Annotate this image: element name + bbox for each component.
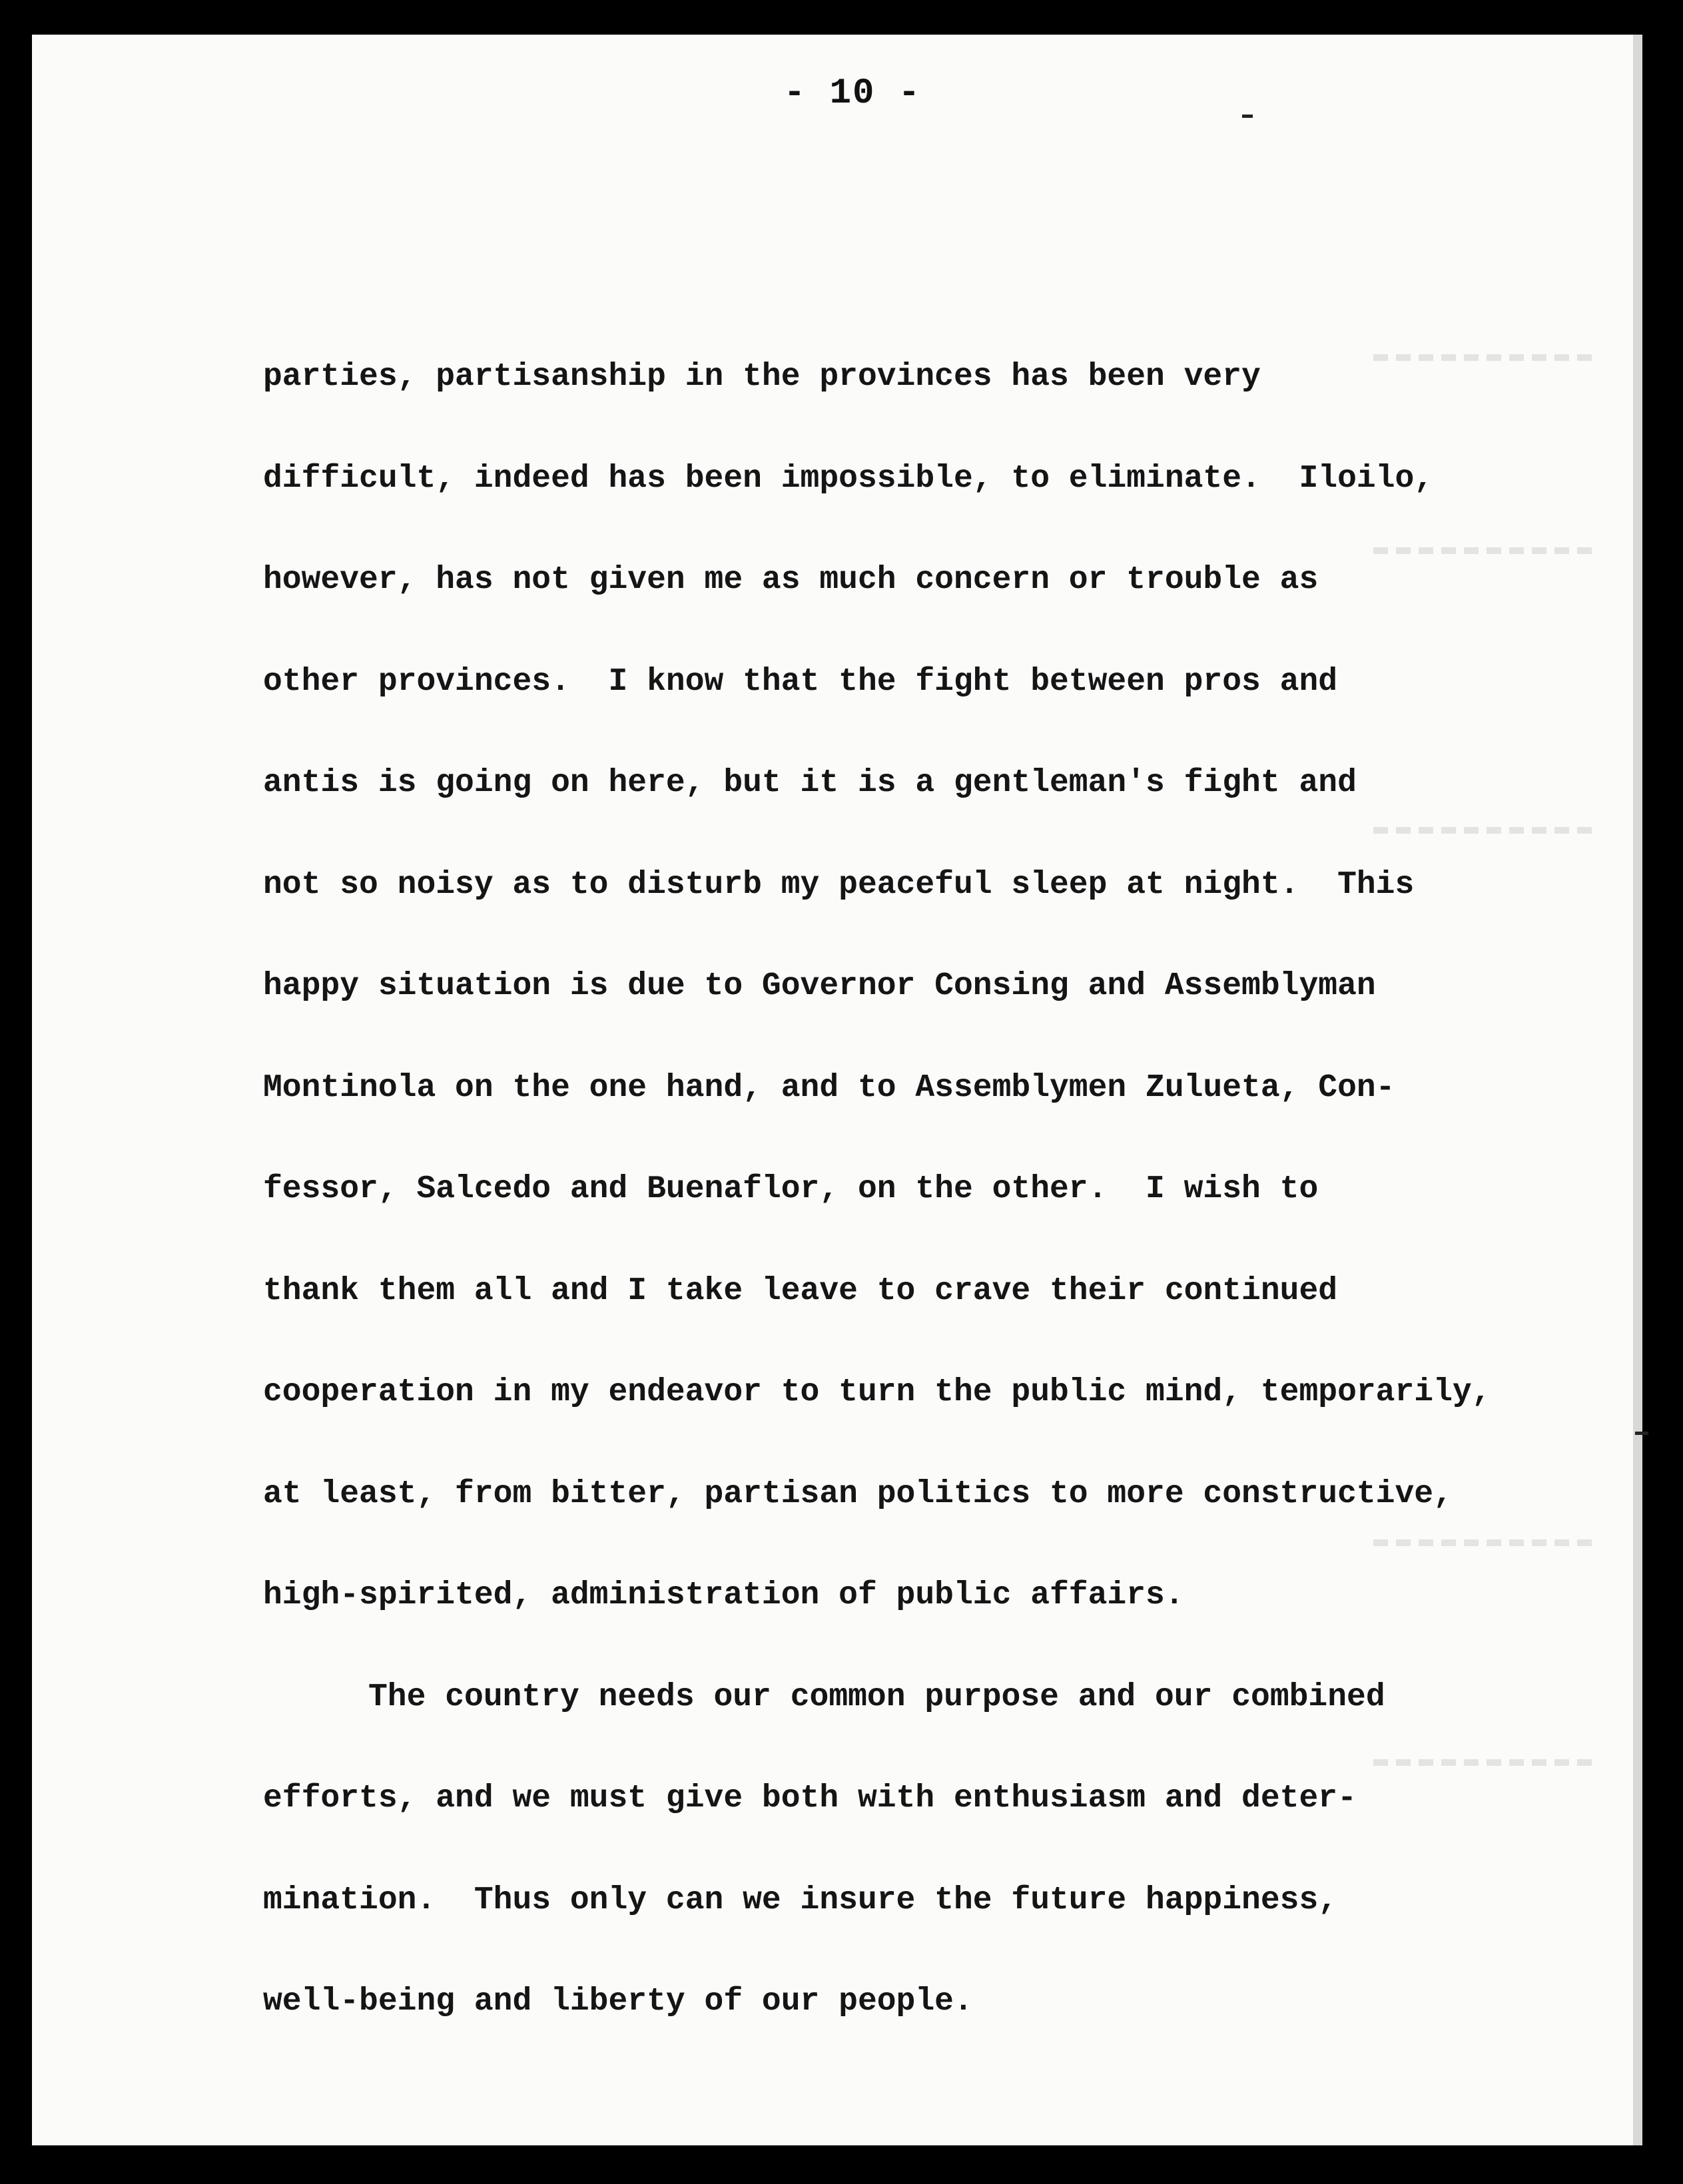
typewriter-mark [1242, 115, 1253, 118]
text-line: not so noisy as to disturb my peaceful sleep at night. This [263, 866, 1415, 903]
text-line: well-being and liberty of our people. [263, 1984, 973, 2020]
text-line: other provinces. I know that the fight between pros and [263, 663, 1338, 700]
text-line: high-spirited, administration of public affairs. [263, 1577, 1184, 1613]
text-line: The country needs our common purpose and our combined [368, 1679, 1385, 1715]
text-line: Montinola on the one hand, and to Assemblymen Zulueta, Con- [263, 1069, 1395, 1106]
document-body [263, 326, 1595, 2053]
text-line: difficult, indeed has been impossible, to eliminate. Iloilo, [263, 460, 1434, 497]
text-line: parties, partisanship in the provinces has been very [263, 359, 1261, 395]
paragraph-p1 [263, 326, 1595, 1647]
text-line: mination. Thus only can we insure the future happiness, [263, 1882, 1338, 1918]
text-line: cooperation in my endeavor to turn the public mind, temporarily, [263, 1374, 1491, 1410]
text-line: efforts, and we must give both with enthusiasm and deter- [263, 1780, 1357, 1816]
text-line: thank them all and I take leave to crave their continued [263, 1272, 1338, 1309]
text-line: happy situation is due to Governor Consing and Assemblyman [263, 968, 1376, 1004]
text-line: fessor, Salcedo and Buenaflor, on the other. I wish to [263, 1171, 1319, 1207]
text-line: antis is going on here, but it is a gentleman's fight and [263, 765, 1357, 801]
page-number: - 10 - [783, 73, 922, 114]
text-line: however, has not given me as much concern or trouble as [263, 562, 1319, 598]
paragraph-p2 [263, 1647, 1595, 2053]
text-line: at least, from bitter, partisan politics to more constructive, [263, 1476, 1453, 1512]
margin-mark [1635, 1432, 1648, 1435]
